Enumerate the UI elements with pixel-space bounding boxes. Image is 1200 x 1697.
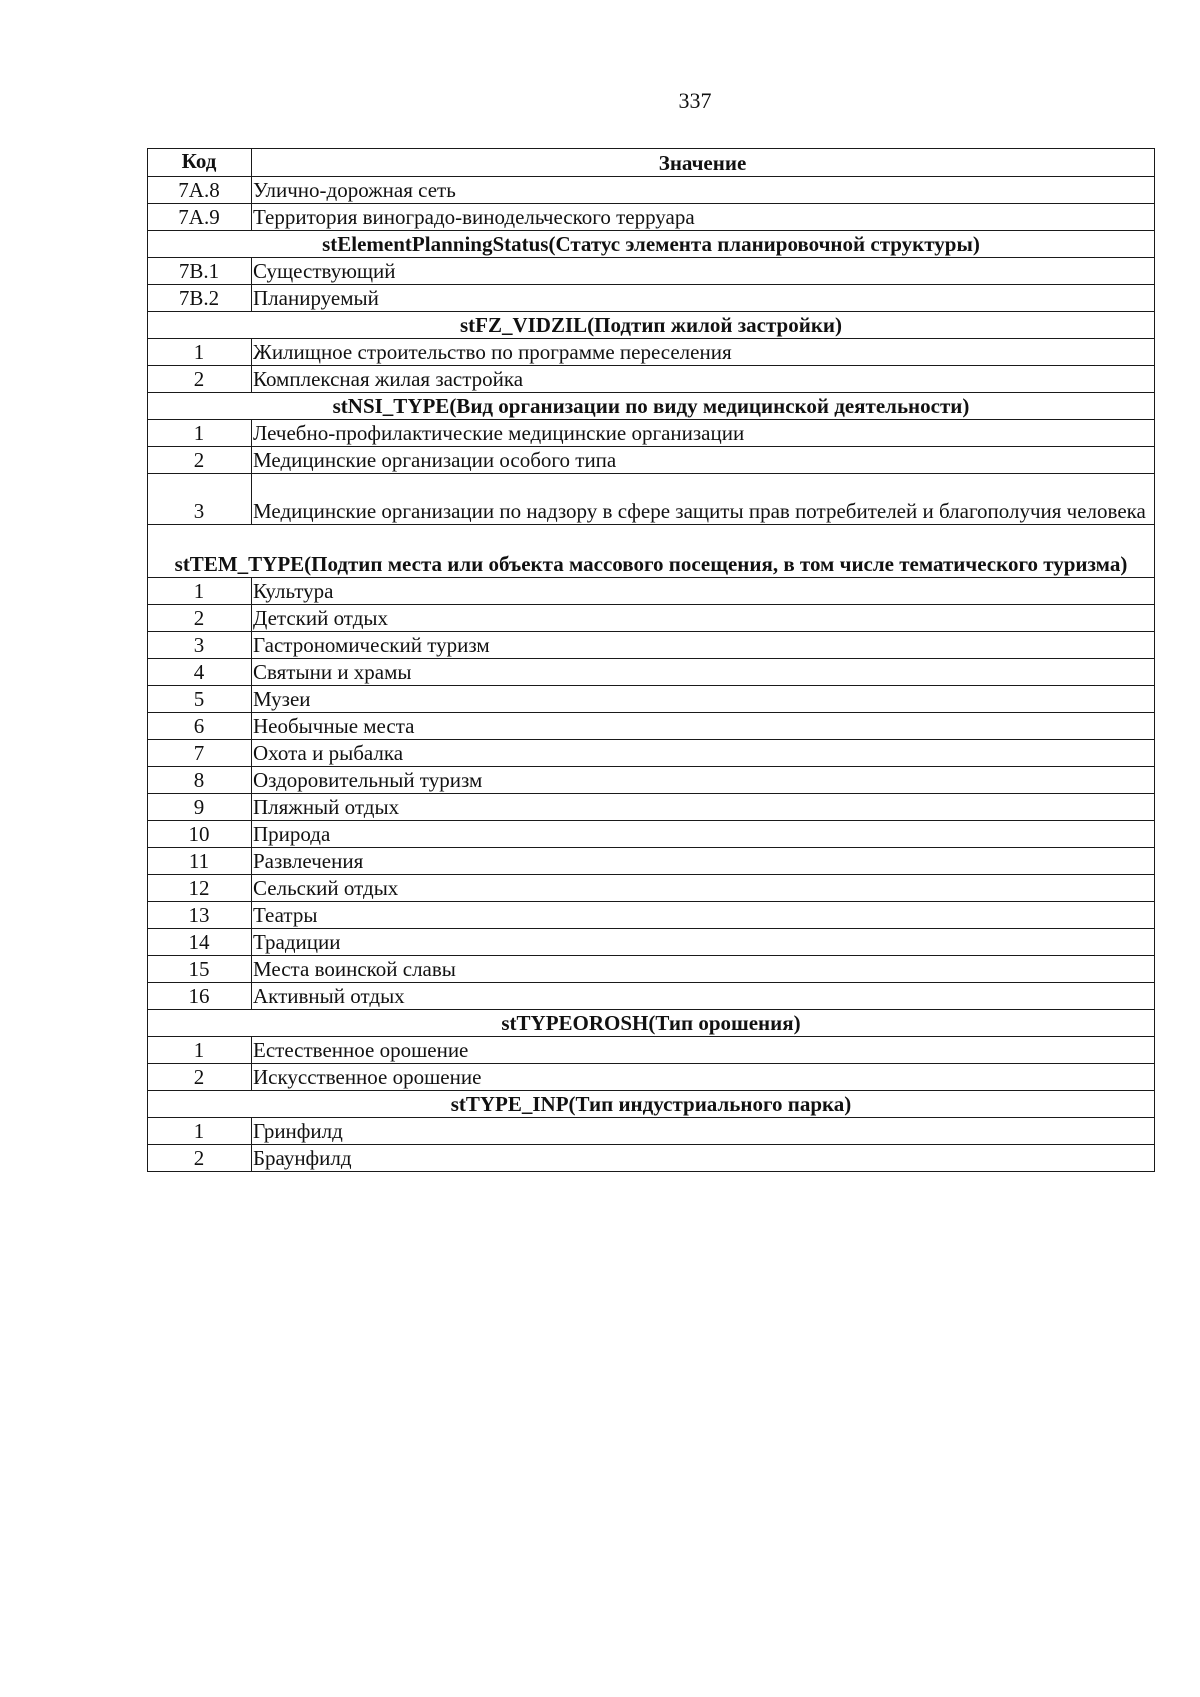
section-title: stTYPEOROSH(Тип орошения) — [148, 1010, 1155, 1037]
value-cell: Гастрономический туризм — [252, 632, 1155, 659]
code-cell: 3 — [148, 474, 252, 525]
value-cell: Места воинской славы — [252, 956, 1155, 983]
table-row — [148, 578, 1155, 605]
value-cell: Жилищное строительство по программе переселения — [252, 339, 1155, 366]
table-row — [148, 339, 1155, 366]
value-cell: Оздоровительный туризм — [252, 767, 1155, 794]
code-cell: 13 — [148, 902, 252, 929]
table-row — [148, 474, 1155, 525]
code-cell: 16 — [148, 983, 252, 1010]
table-row — [148, 902, 1155, 929]
code-cell: 7 — [148, 740, 252, 767]
page-number: 337 — [678, 88, 712, 113]
section-header-row — [148, 312, 1155, 339]
code-cell: 1 — [148, 1037, 252, 1064]
value-cell: Детский отдых — [252, 605, 1155, 632]
table-row — [148, 1118, 1155, 1145]
code-cell: 7В.2 — [148, 285, 252, 312]
code-cell: 2 — [148, 366, 252, 393]
code-cell: 15 — [148, 956, 252, 983]
table-row — [148, 767, 1155, 794]
table-row — [148, 285, 1155, 312]
value-cell: Охота и рыбалка — [252, 740, 1155, 767]
value-cell: Природа — [252, 821, 1155, 848]
value-cell: Планируемый — [252, 285, 1155, 312]
code-cell: 10 — [148, 821, 252, 848]
value-cell: Медицинские организации особого типа — [252, 447, 1155, 474]
code-cell: 7А.9 — [148, 204, 252, 231]
value-cell: Медицинские организации по надзору в сфере защиты прав потребителей и благополучия человека — [252, 474, 1155, 525]
table-row — [148, 956, 1155, 983]
code-cell: 11 — [148, 848, 252, 875]
code-cell: 14 — [148, 929, 252, 956]
column-header-value: Значение — [252, 149, 1155, 177]
code-cell: 1 — [148, 1118, 252, 1145]
code-cell: 2 — [148, 447, 252, 474]
table-row — [148, 875, 1155, 902]
value-cell: Комплексная жилая застройка — [252, 366, 1155, 393]
value-cell: Театры — [252, 902, 1155, 929]
code-cell: 5 — [148, 686, 252, 713]
table-row — [148, 659, 1155, 686]
table-row — [148, 177, 1155, 204]
section-title: stElementPlanningStatus(Статус элемента планировочной структуры) — [148, 231, 1155, 258]
value-cell: Развлечения — [252, 848, 1155, 875]
value-cell: Культура — [252, 578, 1155, 605]
table-row — [148, 821, 1155, 848]
table-row — [148, 258, 1155, 285]
table-row — [148, 447, 1155, 474]
section-title: stNSI_TYPE(Вид организации по виду медицинской деятельности) — [148, 393, 1155, 420]
value-cell: Улично-дорожная сеть — [252, 177, 1155, 204]
value-cell: Традиции — [252, 929, 1155, 956]
value-cell: Гринфилд — [252, 1118, 1155, 1145]
table-row — [148, 1037, 1155, 1064]
section-header-row — [148, 231, 1155, 258]
table-row — [148, 929, 1155, 956]
value-cell: Активный отдых — [252, 983, 1155, 1010]
table-row — [148, 632, 1155, 659]
value-cell: Естественное орошение — [252, 1037, 1155, 1064]
code-cell: 4 — [148, 659, 252, 686]
table-header-row — [148, 149, 1155, 177]
value-cell: Необычные места — [252, 713, 1155, 740]
value-cell: Территория виноградо-винодельческого терруара — [252, 204, 1155, 231]
table-row — [148, 713, 1155, 740]
value-cell: Искусственное орошение — [252, 1064, 1155, 1091]
table-row — [148, 848, 1155, 875]
section-header-row — [148, 525, 1155, 578]
code-cell: 2 — [148, 1145, 252, 1172]
table-row — [148, 983, 1155, 1010]
code-table — [147, 148, 1155, 1172]
value-cell: Лечебно-профилактические медицинские организации — [252, 420, 1155, 447]
code-cell: 1 — [148, 420, 252, 447]
value-cell: Святыни и храмы — [252, 659, 1155, 686]
code-cell: 8 — [148, 767, 252, 794]
table-row — [148, 420, 1155, 447]
code-cell: 6 — [148, 713, 252, 740]
code-cell: 7В.1 — [148, 258, 252, 285]
table-row — [148, 1145, 1155, 1172]
value-cell: Браунфилд — [252, 1145, 1155, 1172]
table-row — [148, 605, 1155, 632]
code-cell: 7А.8 — [148, 177, 252, 204]
section-header-row — [148, 393, 1155, 420]
code-cell: 2 — [148, 605, 252, 632]
value-cell: Существующий — [252, 258, 1155, 285]
value-cell: Пляжный отдых — [252, 794, 1155, 821]
table-row — [148, 740, 1155, 767]
code-cell: 1 — [148, 339, 252, 366]
table-row — [148, 366, 1155, 393]
table-row — [148, 1064, 1155, 1091]
table-row — [148, 686, 1155, 713]
table-body — [148, 177, 1155, 1172]
code-cell: 2 — [148, 1064, 252, 1091]
code-cell: 12 — [148, 875, 252, 902]
table-row — [148, 204, 1155, 231]
section-header-row — [148, 1010, 1155, 1037]
column-header-code: Код — [148, 149, 252, 177]
value-cell: Сельский отдых — [252, 875, 1155, 902]
code-cell: 1 — [148, 578, 252, 605]
section-title: stTYPE_INP(Тип индустриального парка) — [148, 1091, 1155, 1118]
section-header-row — [148, 1091, 1155, 1118]
table-row — [148, 794, 1155, 821]
section-title: stTEM_TYPE(Подтип места или объекта массового посещения, в том числе тематического туризма) — [148, 525, 1155, 578]
code-cell: 3 — [148, 632, 252, 659]
code-cell: 9 — [148, 794, 252, 821]
value-cell: Музеи — [252, 686, 1155, 713]
section-title: stFZ_VIDZIL(Подтип жилой застройки) — [148, 312, 1155, 339]
